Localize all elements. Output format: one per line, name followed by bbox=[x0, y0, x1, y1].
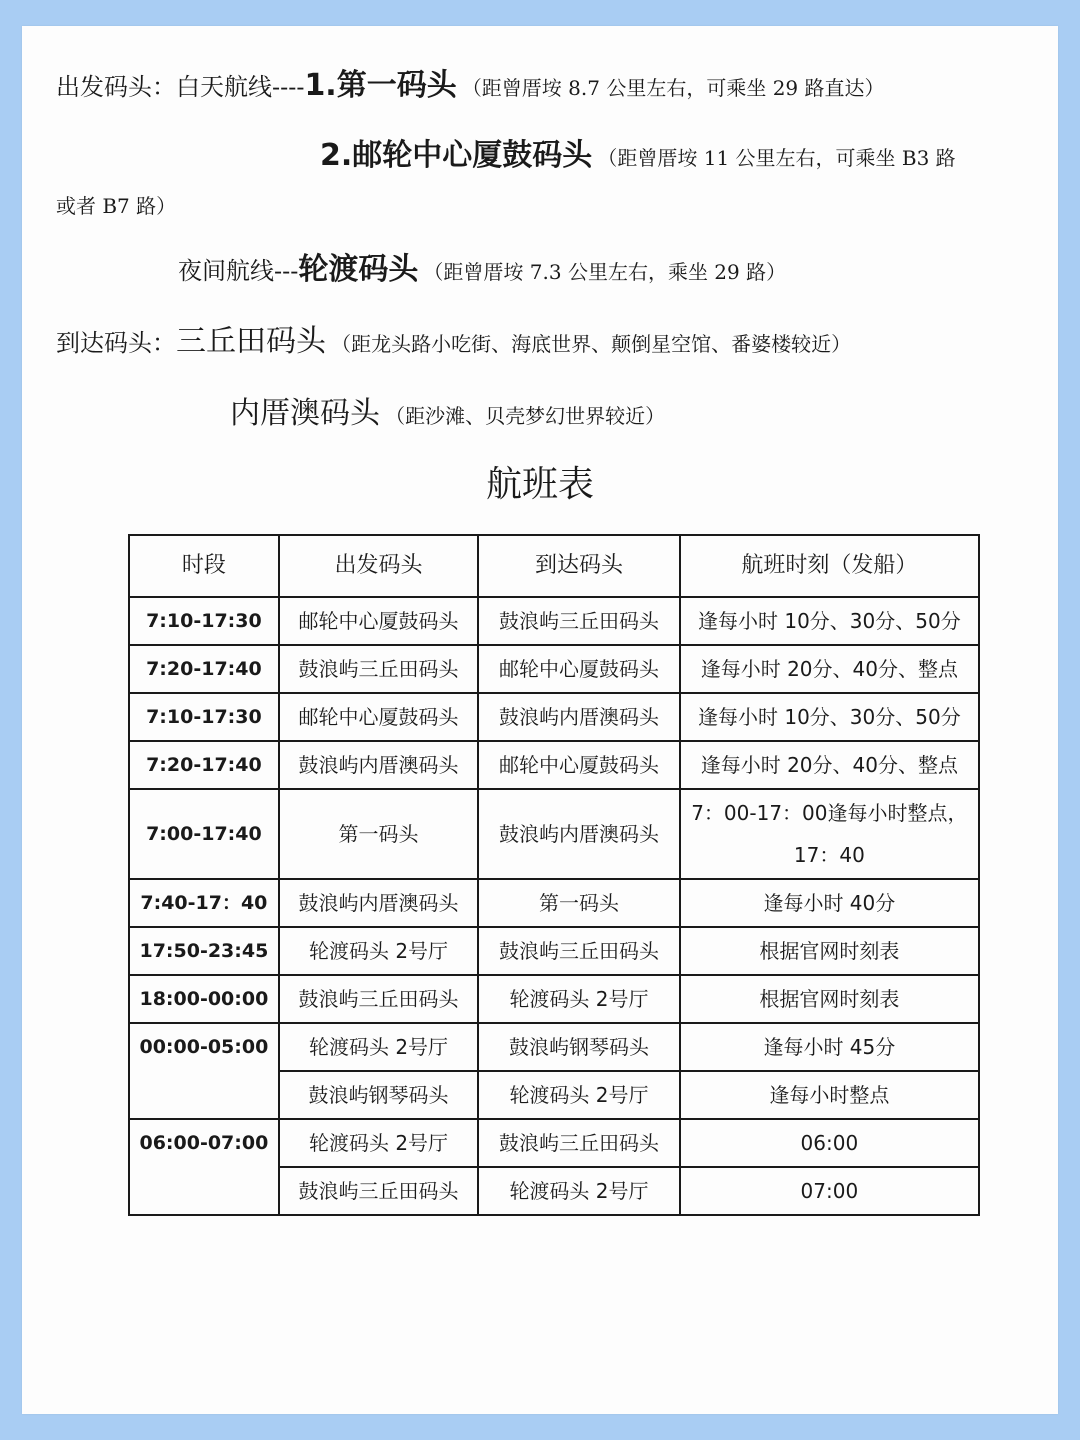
pier2-name: 2.邮轮中心厦鼓码头 bbox=[320, 138, 593, 173]
night-pier-name: 轮渡码头 bbox=[298, 252, 419, 287]
table-row bbox=[129, 975, 979, 1023]
to-cell: 鼓浪屿三丘田码头 bbox=[478, 927, 679, 975]
night-route-label: 夜间航线 bbox=[178, 257, 274, 285]
period-cell: 18:00-00:00 bbox=[129, 975, 279, 1023]
arrival-pier1-note: （距龙头路小吃街、海底世界、颠倒星空馆、番婆楼较近） bbox=[331, 332, 852, 356]
header-period: 时段 bbox=[129, 535, 279, 597]
to-cell: 邮轮中心厦鼓码头 bbox=[478, 741, 679, 789]
times-cell: 逢每小时 20分、40分、整点 bbox=[680, 645, 979, 693]
table-row bbox=[129, 1023, 979, 1071]
table-row bbox=[129, 879, 979, 927]
from-cell: 轮渡码头 2号厅 bbox=[279, 1119, 478, 1167]
period-cell: 7:20-17:40 bbox=[129, 645, 279, 693]
to-cell: 鼓浪屿内厝澳码头 bbox=[478, 693, 679, 741]
from-cell: 第一码头 bbox=[279, 789, 478, 879]
to-cell: 鼓浪屿钢琴码头 bbox=[478, 1023, 679, 1071]
from-cell: 邮轮中心厦鼓码头 bbox=[279, 693, 478, 741]
times-cell: 07:00 bbox=[680, 1167, 979, 1215]
from-cell: 鼓浪屿三丘田码头 bbox=[279, 645, 478, 693]
header-times: 航班时刻（发船） bbox=[680, 535, 979, 597]
times-cell: 逢每小时 40分 bbox=[680, 879, 979, 927]
day-route-label: 白天航线 bbox=[176, 73, 272, 101]
period-cell: 7:20-17:40 bbox=[129, 741, 279, 789]
times-cell: 逢每小时 10分、30分、50分 bbox=[680, 597, 979, 645]
arrival-line-2 bbox=[230, 388, 665, 432]
table-row bbox=[129, 741, 979, 789]
arrival-pier2-note: （距沙滩、贝壳梦幻世界较近） bbox=[385, 404, 666, 428]
from-cell: 鼓浪屿三丘田码头 bbox=[279, 975, 478, 1023]
from-cell: 轮渡码头 2号厅 bbox=[279, 1023, 478, 1071]
schedule-table bbox=[128, 534, 980, 1216]
times-cell: 06:00 bbox=[680, 1119, 979, 1167]
pier2-line bbox=[320, 130, 956, 174]
table-row bbox=[129, 1119, 979, 1167]
table-header-row bbox=[129, 535, 979, 597]
to-cell: 轮渡码头 2号厅 bbox=[478, 1071, 679, 1119]
arrival-line bbox=[56, 316, 851, 360]
arrival-pier1-name: 三丘田码头 bbox=[176, 324, 326, 359]
arrival-pier2-name: 内厝澳码头 bbox=[230, 396, 380, 431]
night-route-line bbox=[178, 244, 786, 288]
to-cell: 邮轮中心厦鼓码头 bbox=[478, 645, 679, 693]
table-row bbox=[129, 927, 979, 975]
departure-label: 出发码头： bbox=[56, 73, 176, 101]
to-cell: 第一码头 bbox=[478, 879, 679, 927]
from-cell: 鼓浪屿内厝澳码头 bbox=[279, 879, 478, 927]
times-cell: 7：00-17：00逢每小时整点，17：40 bbox=[680, 789, 979, 879]
to-cell: 轮渡码头 2号厅 bbox=[478, 975, 679, 1023]
to-cell: 鼓浪屿三丘田码头 bbox=[478, 1119, 679, 1167]
from-cell: 鼓浪屿钢琴码头 bbox=[279, 1071, 478, 1119]
to-cell: 轮渡码头 2号厅 bbox=[478, 1167, 679, 1215]
times-cell: 根据官网时刻表 bbox=[680, 927, 979, 975]
table-row bbox=[129, 645, 979, 693]
table-row bbox=[129, 597, 979, 645]
pier2-line-b bbox=[56, 190, 176, 219]
departure-line bbox=[56, 60, 885, 104]
night-pier-note: （距曾厝垵 7.3 公里左右，乘坐 29 路） bbox=[423, 260, 787, 284]
pier2-note-b: 或者 B7 路） bbox=[56, 194, 177, 218]
header-from: 出发码头 bbox=[279, 535, 478, 597]
times-cell: 逢每小时 10分、30分、50分 bbox=[680, 693, 979, 741]
pier1-name: 1.第一码头 bbox=[304, 68, 457, 103]
document-page bbox=[22, 26, 1058, 1414]
to-cell: 鼓浪屿三丘田码头 bbox=[478, 597, 679, 645]
period-cell: 7:40-17：40 bbox=[129, 879, 279, 927]
from-cell: 鼓浪屿内厝澳码头 bbox=[279, 741, 478, 789]
table-row bbox=[129, 789, 979, 879]
pier2-note-a: （距曾厝垵 11 公里左右，可乘坐 B3 路 bbox=[597, 146, 956, 170]
period-cell: 06:00-07:00 bbox=[129, 1119, 279, 1215]
from-cell: 邮轮中心厦鼓码头 bbox=[279, 597, 478, 645]
times-cell: 逢每小时整点 bbox=[680, 1071, 979, 1119]
pier1-note: （距曾厝垵 8.7 公里左右，可乘坐 29 路直达） bbox=[461, 76, 885, 100]
period-cell: 17:50-23:45 bbox=[129, 927, 279, 975]
night-separator: --- bbox=[274, 257, 299, 285]
times-cell: 根据官网时刻表 bbox=[680, 975, 979, 1023]
from-cell: 鼓浪屿三丘田码头 bbox=[279, 1167, 478, 1215]
period-cell: 7:00-17:40 bbox=[129, 789, 279, 879]
times-cell: 逢每小时 20分、40分、整点 bbox=[680, 741, 979, 789]
period-cell: 7:10-17:30 bbox=[129, 693, 279, 741]
header-to: 到达码头 bbox=[478, 535, 679, 597]
arrival-label: 到达码头： bbox=[56, 329, 176, 357]
day-separator: ---- bbox=[272, 73, 305, 101]
table-row bbox=[129, 693, 979, 741]
schedule-title: 航班表 bbox=[485, 464, 594, 505]
from-cell: 轮渡码头 2号厅 bbox=[279, 927, 478, 975]
period-cell: 00:00-05:00 bbox=[129, 1023, 279, 1119]
to-cell: 鼓浪屿内厝澳码头 bbox=[478, 789, 679, 879]
times-cell: 逢每小时 45分 bbox=[680, 1023, 979, 1071]
period-cell: 7:10-17:30 bbox=[129, 597, 279, 645]
